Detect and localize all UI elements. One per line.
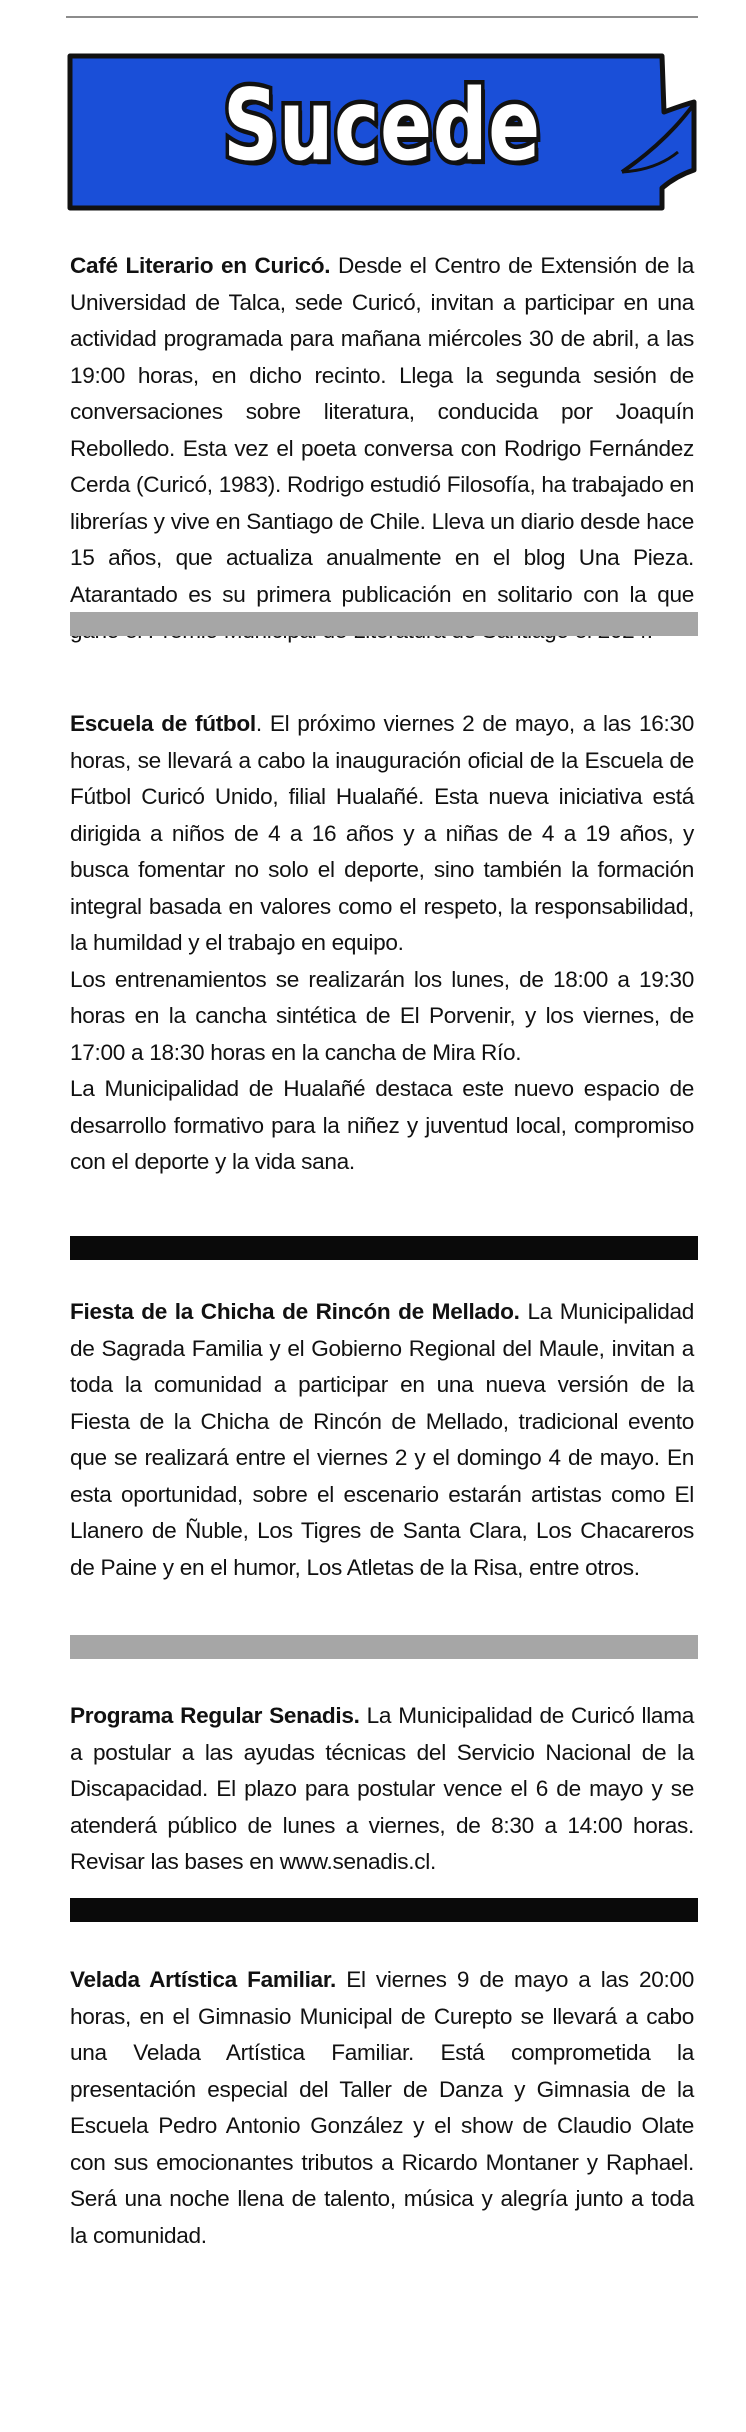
article-lead: Fiesta de la Chicha de Rincón de Mellado. — [70, 1299, 520, 1324]
article-lead: Velada Artística Familiar. — [70, 1967, 337, 1992]
article-lead: Programa Regular Senadis. — [70, 1703, 360, 1728]
separator-bar — [70, 1898, 698, 1922]
article-fiesta-chicha — [70, 1294, 694, 1586]
article-body: La Municipalidad de Sagrada Familia y el Gobierno Regional del Maule, invitan a toda la comunidad a participar en una nueva versión de la Fiesta de la Chicha de Rincón de Mellado, tradicional evento que se realizará entre el viernes 2 y el domingo 4 de mayo. En esta oportunidad, sobre el escenario estarán artistas como El Llanero de Ñuble, Los Tigres de Santa Clara, Los Chacareros de Paine y en el humor, Los Atletas de la Risa, entre otros. — [70, 1299, 694, 1580]
section-title: Sucede — [223, 69, 541, 183]
top-rule — [66, 16, 698, 18]
article-lead: Café Literario en Curicó. — [70, 253, 331, 278]
separator-bar — [70, 1236, 698, 1260]
separator-bar — [70, 612, 698, 636]
article-body: . El próximo viernes 2 de mayo, a las 16:30 horas, se llevará a cabo la inauguración oficial de la Escuela de Fútbol Curicó Unido, filial Hualañé. Esta nueva iniciativa está dirigida a niños de 4 a 16 años y a niñas de 4 a 19 años, y busca fomentar no solo el deporte, sino también la formación integral basada en valores como el respeto, la responsabilidad, la humildad y el trabajo en equipo. — [70, 711, 694, 955]
separator-bar — [70, 1635, 698, 1659]
article-body: Desde el Centro de Extensión de la Universidad de Talca, sede Curicó, invitan a participar en una actividad programada para mañana miércoles 30 de abril, a las 19:00 horas, en dicho recinto. Llega la segunda sesión de conversaciones sobre literatura, conducida por Joaquín Rebolledo. Esta vez el poeta conversa con Rodrigo Fernández Cerda (Curicó, 1983). Rodrigo estudió Filosofía, ha trabajado en librerías y vive en Santiago de Chile. Lleva un diario desde hace 15 años, que actualiza anualmente en el blog Una Pieza. Atarantado es su primera publicación en solitario con la que — [70, 253, 694, 607]
article-body: El viernes 9 de mayo a las 20:00 horas, en el Gimnasio Municipal de Curepto se llevará a cabo una Velada Artística Familiar. Está comprometida la presentación especial del Taller de Danza y Gimnasia de la Escuela Pedro Antonio González y el show de Claudio Olate con sus emocionantes tributos a Ricardo Montaner y Raphael. Será una noche llena de talento, música y alegría junto a toda la comunidad. — [70, 1967, 694, 2248]
article-lead: Escuela de fútbol — [70, 711, 256, 736]
article-paragraph — [70, 1698, 694, 1881]
article-paragraph: La Municipalidad de Hualañé destaca este nuevo espacio de desarrollo formativo para la niñez y juventud local, compromiso con el deporte y la vida sana. — [70, 1076, 694, 1174]
article-paragraph: Los entrenamientos se realizarán los lunes, de 18:00 a 19:30 horas en la cancha sintética de El Porvenir, y los viernes, de 17:00 a 18:30 horas en la cancha de Mira Río. — [70, 966, 694, 1065]
article-paragraph — [70, 706, 694, 962]
article-body: La Municipalidad de Curicó llama a postular a las ayudas técnicas del Servicio Nacional de la Discapacidad. El plazo para postular vence el 6 de mayo y se atenderá público de lunes a viernes, de 8:30 a 14:00 horas. Revisar las bases en www.senadis.cl. — [70, 1703, 694, 1874]
article-paragraph — [70, 1294, 694, 1586]
article-velada-artistica — [70, 1962, 694, 2254]
article-paragraph — [70, 248, 694, 650]
article-programa-senadis — [70, 1698, 694, 1881]
section-banner — [66, 52, 698, 212]
article-paragraph — [70, 1962, 694, 2254]
article-cafe-literario — [70, 248, 694, 650]
article-escuela-futbol — [70, 706, 694, 1181]
